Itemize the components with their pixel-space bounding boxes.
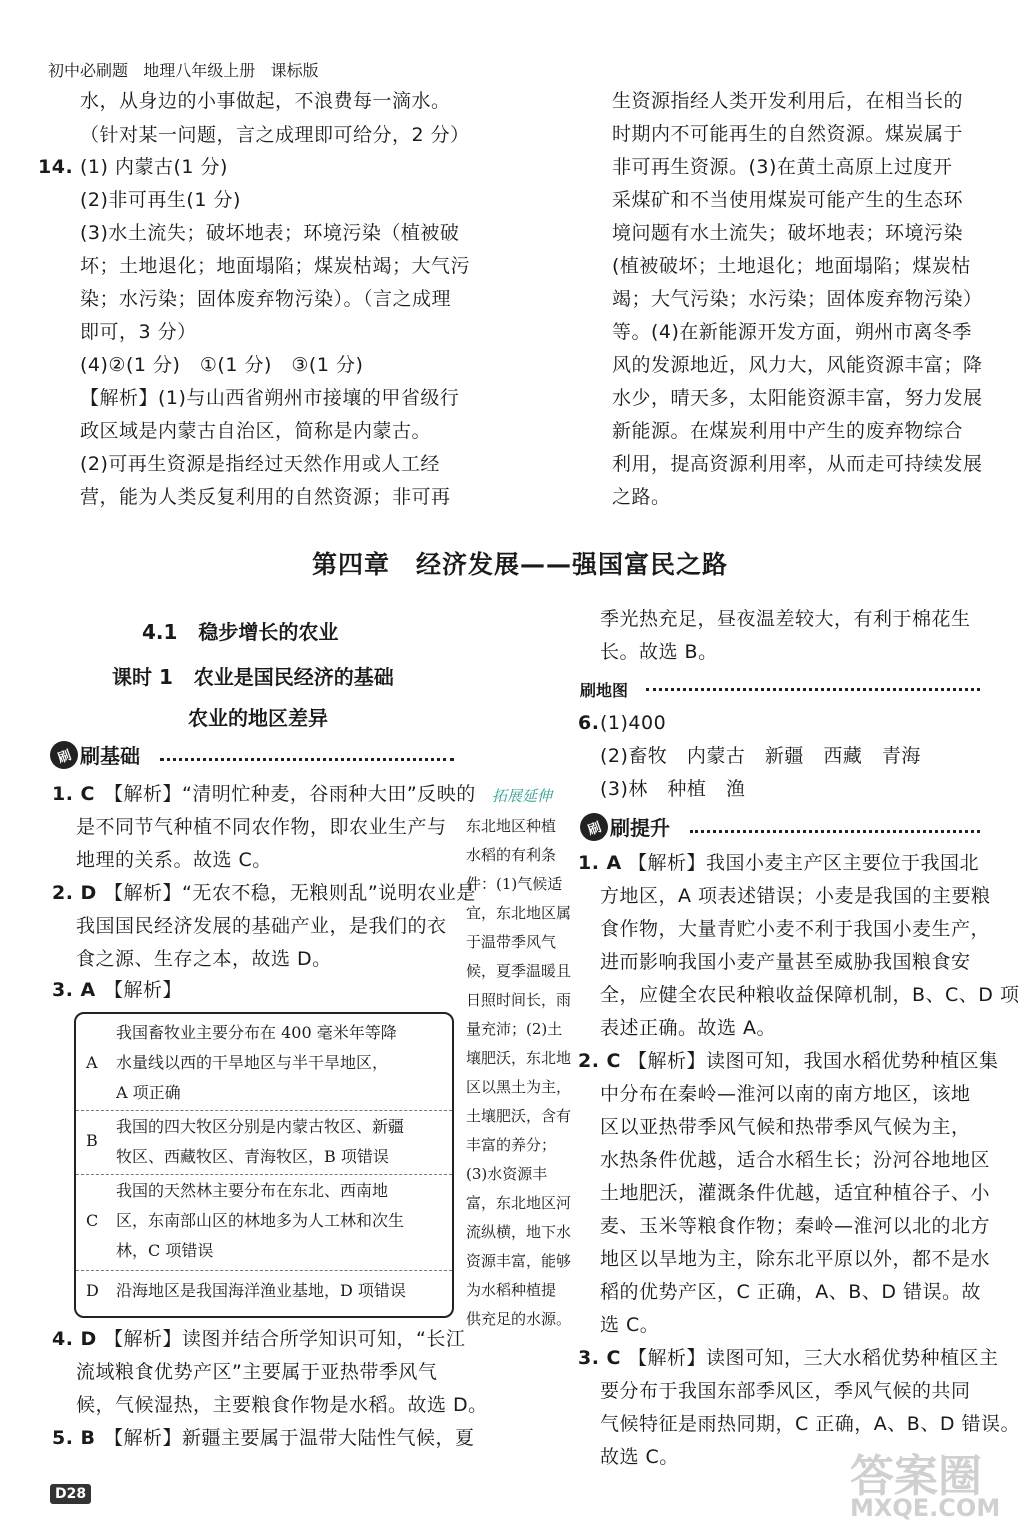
analysis-line: 【解析】“清明忙种麦，谷雨种大田”反映的 xyxy=(104,783,476,805)
page-number: D28 xyxy=(50,1484,91,1504)
analysis-line: 之路。 xyxy=(612,486,671,508)
analysis-line: 境问题有水土流失；破坏地表；环境污染 xyxy=(612,222,964,244)
analysis-label: 【解析】 xyxy=(104,979,183,1001)
analysis-line: 风的发源地近，风力大，风能资源丰富；降 xyxy=(612,354,983,376)
analysis-line: 营，能为人类反复利用的自然资源；非可再 xyxy=(80,486,451,508)
analysis-line: 我国国民经济发展的基础产业，是我们的衣 xyxy=(76,915,447,937)
lesson-title xyxy=(112,661,394,690)
analysis-line: 食作物，大量青贮小麦不利于我国小麦生产， xyxy=(600,918,991,940)
analysis-line: 竭；大气污染；水污染；固体废弃物污染） xyxy=(612,288,983,310)
section-badge-improve xyxy=(580,812,670,841)
analysis-line: 稻的优势产区，C 正确，A、B、D 错误。故 xyxy=(600,1281,982,1303)
analysis-line: 季光热充足，昼夜温差较大，有利于棉花生 xyxy=(600,608,971,630)
question-number: 2. D xyxy=(52,882,97,904)
analysis-line: 利用，提高资源利用率，从而走可持续发展 xyxy=(612,453,983,475)
analysis-line: 【解析】新疆主要属于温带大陆性气候，夏 xyxy=(104,1427,475,1449)
answer-line: (2)非可再生(1 分) xyxy=(80,189,241,211)
option-text: 牧区、西藏牧区、青海牧区，B 项错误 xyxy=(116,1147,389,1166)
side-note-line: 资源丰富，能够 xyxy=(466,1252,572,1270)
analysis-line: 等。(4)在新能源开发方面，朔州市离冬季 xyxy=(612,321,972,343)
analysis-line: 表述正确。故选 A。 xyxy=(600,1017,777,1039)
lesson-subtitle: 农业的地区差异 xyxy=(188,706,328,730)
side-note-line: 流纵横，地下水 xyxy=(466,1223,572,1241)
answer-line: 染；水污染；固体废弃物污染）。（言之成理 xyxy=(80,288,452,310)
chapter-title: 第四章 经济发展——强国富民之路 xyxy=(312,550,729,579)
question-number: 1. A xyxy=(578,852,622,874)
dotted-divider xyxy=(646,688,980,691)
watermark-url: MXQE.COM xyxy=(850,1494,1001,1522)
analysis-line: 是不同节气种植不同农作物，即农业生产与 xyxy=(76,816,447,838)
side-note-line: 日照时间长，雨 xyxy=(466,991,572,1009)
answer-line: (4)②(1 分) ①(1 分) ③(1 分) xyxy=(80,354,364,376)
analysis-line: 选 C。 xyxy=(600,1314,660,1336)
lesson-name: 农业是国民经济的基础 xyxy=(193,665,394,689)
option-letter: A xyxy=(86,1053,98,1072)
analysis-line: 地区以旱地为主，除东北平原以外，都不是水 xyxy=(600,1248,991,1270)
option-text: 区，东南部山区的林地多为人工林和次生 xyxy=(116,1211,405,1230)
question-number: 2. C xyxy=(578,1050,621,1072)
brush-icon: 刷 xyxy=(46,737,82,773)
analysis-line: (2)可再生资源是指经过天然作用或人工经 xyxy=(80,453,440,475)
question-number: 5. B xyxy=(52,1427,96,1449)
analysis-line: 政区域是内蒙古自治区，简称是内蒙古。 xyxy=(80,420,432,442)
analysis-line: 生资源指经人类开发利用后，在相当长的 xyxy=(612,90,964,112)
side-note-line: 东北地区种植 xyxy=(466,817,557,835)
section-label-map: 刷地图 xyxy=(580,681,629,700)
option-text: 我国的天然林主要分布在东北、西南地 xyxy=(116,1181,389,1200)
question-number: 14. xyxy=(38,156,74,178)
question-number: 6. xyxy=(578,712,600,734)
section-title xyxy=(142,616,338,645)
analysis-line: 气候特征是雨热同期，C 正确，A、B、D 错误。 xyxy=(600,1413,1021,1435)
side-note-line: 供充足的水源。 xyxy=(466,1310,572,1328)
side-note-line: (3)水资源丰 xyxy=(466,1165,548,1183)
side-note-line: 土壤肥沃，含有 xyxy=(466,1107,572,1125)
side-note-line: 候，夏季温暖且 xyxy=(466,962,572,980)
analysis-line: 进而影响我国小麦产量甚至威胁我国粮食安 xyxy=(600,951,971,973)
analysis-line: 全，应健全农民种粮收益保障机制，B、C、D 项 xyxy=(600,984,1020,1006)
header-edition: 课标版 xyxy=(270,61,319,80)
answer-line: (3)水土流失；破坏地表；环境污染（植被破 xyxy=(80,222,460,244)
section-name: 稳步增长的农业 xyxy=(198,620,339,644)
analysis-line: 时期内不可能再生的自然资源。煤炭属于 xyxy=(612,123,964,145)
analysis-line: 新能源。在煤炭利用中产生的废弃物综合 xyxy=(612,420,964,442)
side-note-line: 水稻的有利条 xyxy=(466,846,557,864)
side-note-line: 丰富的养分； xyxy=(466,1136,557,1154)
side-note-title: 拓展延伸 xyxy=(492,787,553,805)
analysis-line: 要分布于我国东部季风区，季风气候的共同 xyxy=(600,1380,971,1402)
question-number: 3. A xyxy=(52,979,96,1001)
badge-label: 刷提升 xyxy=(610,816,670,840)
option-text: 林，C 项错误 xyxy=(116,1241,214,1260)
answer-line: (1)400 xyxy=(600,712,667,734)
question-number: 4. D xyxy=(52,1328,97,1350)
option-text: 我国畜牧业主要分布在 400 毫米年等降 xyxy=(116,1023,397,1042)
header-series: 初中必刷题 xyxy=(48,61,129,80)
side-note-line: 为水稻种植提 xyxy=(466,1281,557,1299)
analysis-line: 长。故选 B。 xyxy=(600,641,718,663)
dotted-divider xyxy=(160,758,454,761)
header-subject: 地理八年级上册 xyxy=(143,61,256,80)
table-divider xyxy=(76,1270,452,1271)
analysis-line: 水热条件优越，适合水稻生长；汾河谷地地区 xyxy=(600,1149,991,1171)
section-number: 4.1 xyxy=(142,620,178,644)
brush-icon: 刷 xyxy=(576,809,612,845)
analysis-line: 土地肥沃，灌溉条件优越，适宜种植谷子、小 xyxy=(600,1182,991,1204)
option-text: 我国的四大牧区分别是内蒙古牧区、新疆 xyxy=(116,1117,405,1136)
option-letter: D xyxy=(86,1281,99,1300)
answer-line: (2)畜牧 内蒙古 新疆 西藏 青海 xyxy=(600,745,921,767)
side-note-line: 件：(1)气候适 xyxy=(466,875,563,893)
analysis-line: 方地区，A 项表述错误；小麦是我国的主要粮 xyxy=(600,885,991,907)
analysis-line: 食之源、生存之本，故选 D。 xyxy=(76,948,332,970)
side-note-line: 量充沛；(2)土 xyxy=(466,1020,563,1038)
page-header xyxy=(48,58,319,81)
watermark-logo: 答案圈 xyxy=(850,1451,982,1502)
question-number: 1. C xyxy=(52,783,95,805)
analysis-line: 中分布在秦岭—淮河以南的南方地区，该地 xyxy=(600,1083,971,1105)
option-text: 沿海地区是我国海洋渔业基地，D 项错误 xyxy=(116,1281,406,1300)
analysis-line: 故选 C。 xyxy=(600,1446,679,1468)
section-badge-basic xyxy=(50,740,140,769)
question-number: 3. C xyxy=(578,1347,621,1369)
side-note-line: 壤肥沃，东北地 xyxy=(466,1049,572,1067)
dotted-divider xyxy=(690,830,980,833)
answer-line: （针对某一问题，言之成理即可给分，2 分） xyxy=(80,124,470,146)
analysis-line: 候，气候湿热，主要粮食作物是水稻。故选 D。 xyxy=(76,1394,488,1416)
analysis-line: 【解析】读图可知，我国水稻优势种植区集 xyxy=(628,1050,999,1072)
side-note-line: 富，东北地区河 xyxy=(466,1194,572,1212)
analysis-line: 【解析】(1)与山西省朔州市接壤的甲省级行 xyxy=(80,387,460,409)
option-text: A 项正确 xyxy=(116,1083,181,1102)
analysis-line: 【解析】我国小麦主产区主要位于我国北 xyxy=(628,852,980,874)
table-divider xyxy=(76,1110,452,1111)
analysis-line: 地理的关系。故选 C。 xyxy=(76,849,272,871)
option-analysis-table xyxy=(74,1012,454,1318)
analysis-line: 区以亚热带季风气候和热带季风气候为主， xyxy=(600,1116,971,1138)
analysis-line: 【解析】读图可知，三大水稻优势种植区主 xyxy=(628,1347,999,1369)
answer-line: (3)林 种植 渔 xyxy=(600,778,746,800)
side-note-line: 区以黑土为主， xyxy=(466,1078,572,1096)
answer-line: (1) 内蒙古(1 分) xyxy=(80,156,228,178)
analysis-line: 水少，晴天多，太阳能资源丰富，努力发展 xyxy=(612,387,983,409)
option-text: 水量线以西的干旱地区与半干旱地区， xyxy=(116,1053,389,1072)
option-letter: C xyxy=(86,1211,99,1230)
answer-line: 即可，3 分） xyxy=(80,321,197,343)
lesson-label: 课时 1 xyxy=(112,665,173,689)
answer-line: 坏；土地退化；地面塌陷；煤炭枯竭；大气污 xyxy=(80,255,471,277)
badge-label: 刷基础 xyxy=(80,744,140,768)
side-note-line: 宜，东北地区属 xyxy=(466,904,572,922)
analysis-line: 【解析】读图并结合所学知识可知，“长江 xyxy=(104,1328,466,1350)
analysis-line: 麦、玉米等粮食作物；秦岭—淮河以北的北方 xyxy=(600,1215,991,1237)
analysis-line: 非可再生资源。(3)在黄土高原上过度开 xyxy=(612,156,953,178)
analysis-line: 流域粮食优势产区”主要属于亚热带季风气 xyxy=(76,1361,438,1383)
option-letter: B xyxy=(86,1131,98,1150)
table-divider xyxy=(76,1174,452,1175)
analysis-line: 【解析】“无农不稳，无粮则乱”说明农业是 xyxy=(104,882,476,904)
analysis-line: (植被破坏；土地退化；地面塌陷；煤炭枯 xyxy=(612,255,971,277)
side-note-line: 于温带季风气 xyxy=(466,933,557,951)
analysis-line: 采煤矿和不当使用煤炭可能产生的生态环 xyxy=(612,189,964,211)
answer-line: 水，从身边的小事做起，不浪费每一滴水。 xyxy=(80,90,451,112)
